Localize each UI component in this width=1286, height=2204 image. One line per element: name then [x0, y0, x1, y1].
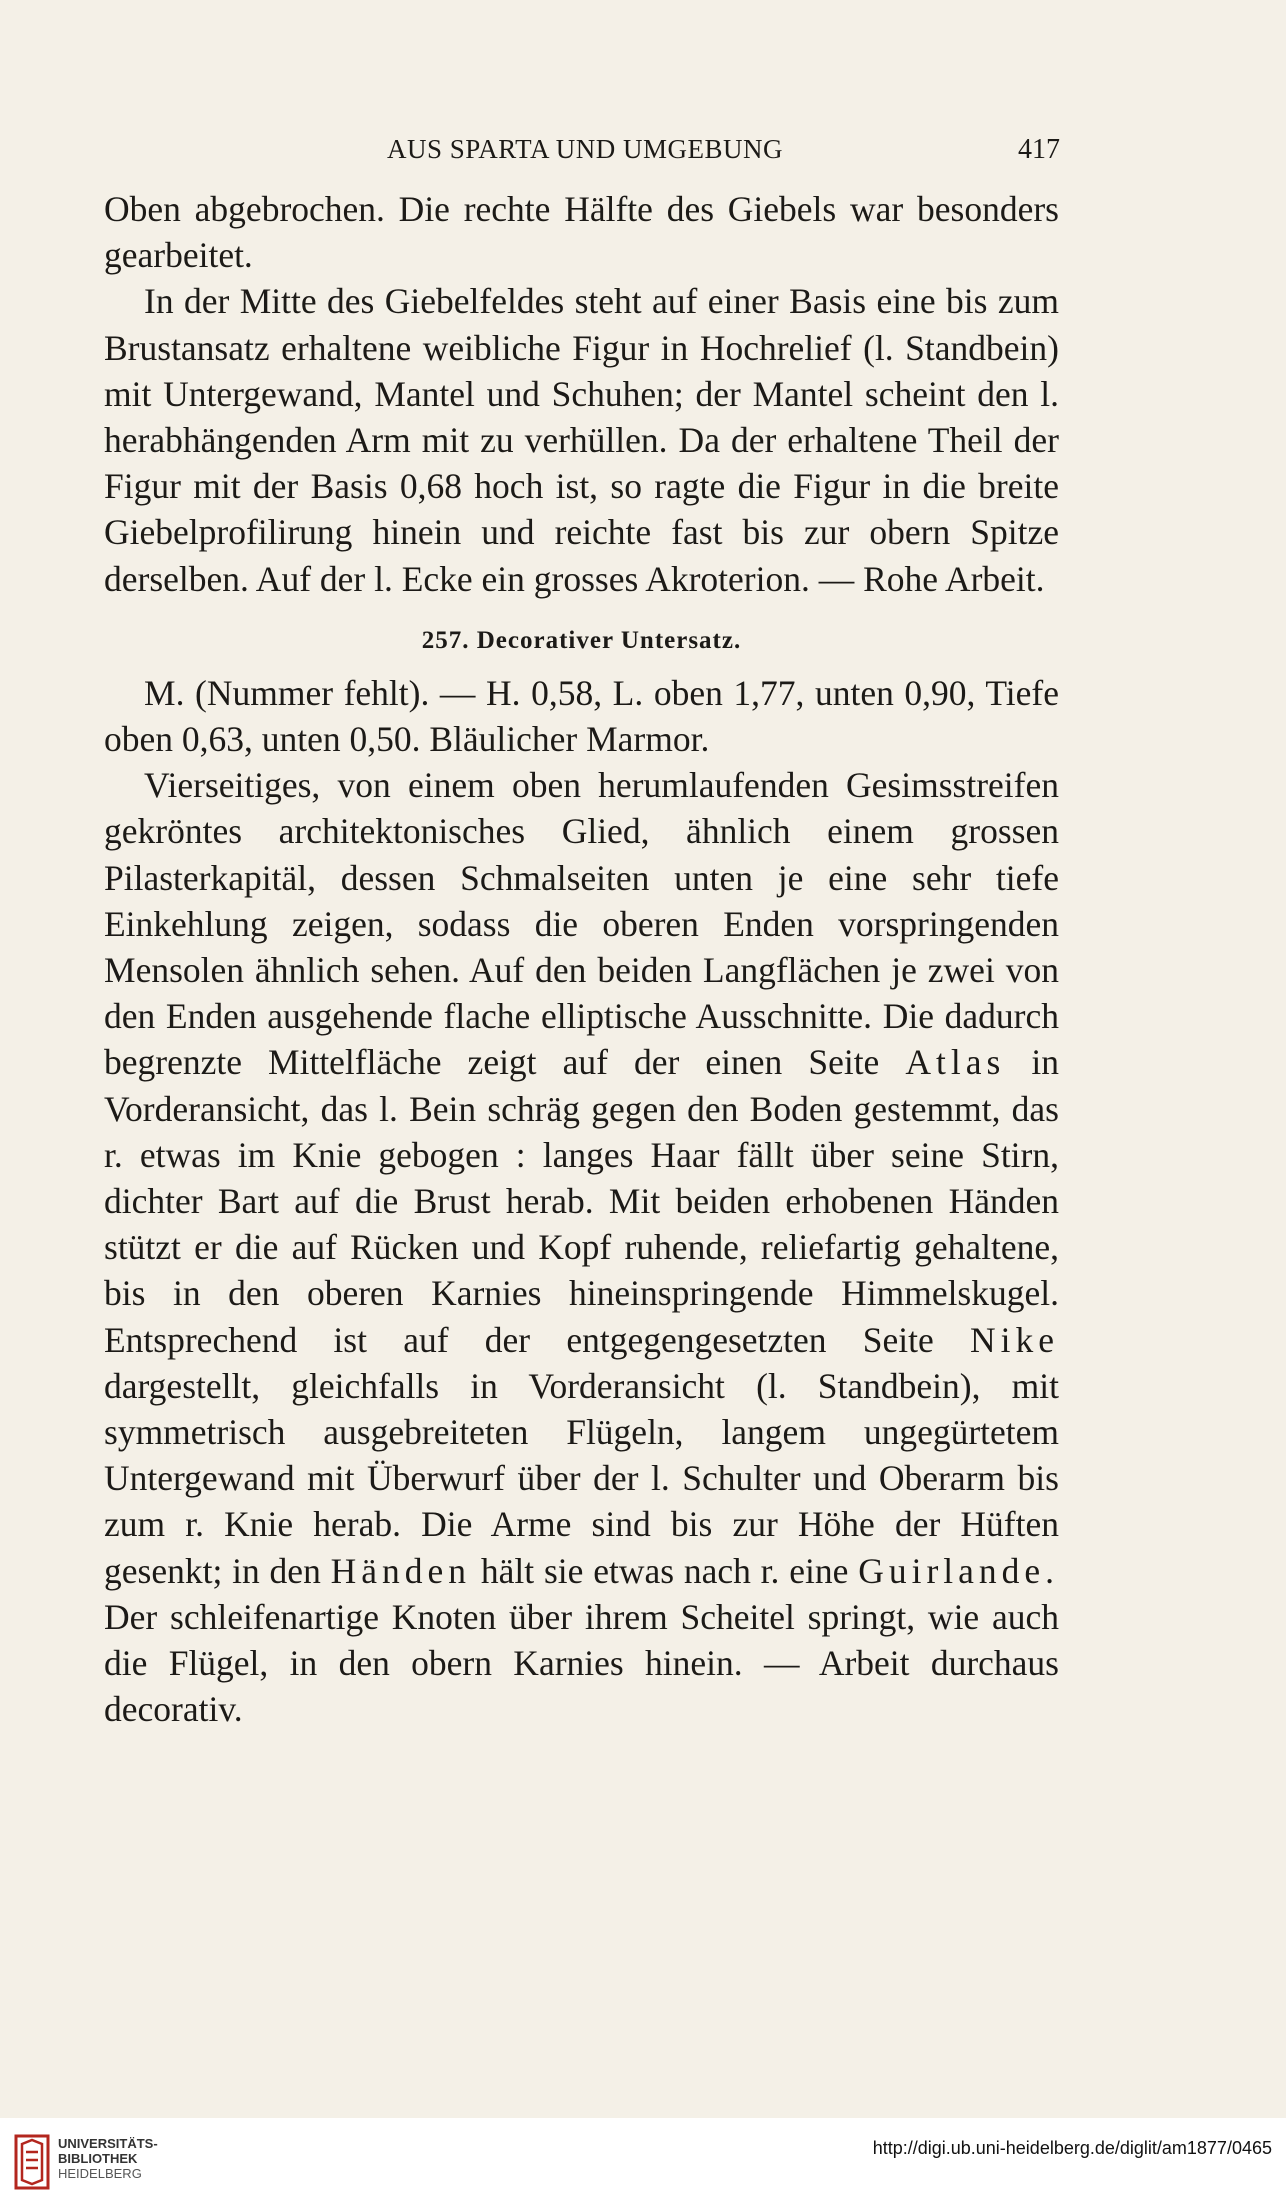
paragraph-measurements: M. (Nummer fehlt). — H. 0,58, L. oben 1,77, unten 0,90, Tiefe oben 0,63, unten 0,50. Bläulicher Marmor. [104, 672, 1059, 760]
paragraph-giebelfeld: In der Mitte des Giebelfeldes steht auf einer Basis eine bis zum Brustansatz erhaltene weibliche Figur in Hochrelief (l. Standbein) mit Untergewand, Mantel und Schuhen; der Mantel scheint den l. herabhängenden Arm mit zu verhüllen. Da der erhaltene Theil der Figur mit der Basis 0,68 hoch ist, so ragte die Figur in die breite Giebelprofilirung hinein und reichte fast bis zur obern Spitze derselben. Auf der l. Ecke ein grosses Akroterion. — Rohe Arbeit. [104, 281, 1059, 599]
paragraph-description [104, 762, 1059, 1732]
description-part-b: in Vorderansicht, das l. Bein schräg gegen den Boden gestemmt, das r. etwas im Knie gebogen : langes Haar fällt über seine Stirn, dichter Bart auf die Brust herab. Mit beiden erhobenen Händen stützt er die auf Rücken und Kopf ruhende, reliefartig gehaltene, bis in den oberen Karnies hineinspringende Himmelskugel. Entsprechend ist auf der entgegengesetzten Seite [104, 1042, 1059, 1360]
body-text [104, 186, 1059, 1733]
haenden-term: Händen [330, 1550, 472, 1591]
page-number: 417 [1018, 134, 1060, 165]
description-part-d: hält sie etwas nach r. eine [480, 1550, 849, 1591]
nike-term: Nike [969, 1319, 1059, 1360]
library-logo-icon [14, 2134, 50, 2190]
digitization-footer [0, 2118, 1286, 2204]
description-part-e: Der schleifenartige Knoten über ihrem Scheitel springt, wie auch die Flügel, in den obern Karnies hinein. — Arbeit durchaus decorativ. [104, 1596, 1059, 1730]
atlas-term: Atlas [905, 1042, 1006, 1083]
guirlande-term: Guirlande. [858, 1550, 1060, 1591]
description-part-c: dargestellt, gleichfalls in Vorderansicht (l. Standbein), mit symmetrisch ausgebreiteten Flügeln, langem ungegürtetem Untergewand mit Überwurf über der l. Schulter und Oberarm bis zum r. Knie herab. Die Arme sind bis zur Höhe der Hüften gesenkt; in den [104, 1365, 1059, 1591]
library-name-line1: UNIVERSITÄTS- [58, 2136, 158, 2151]
permalink-url[interactable]: http://digi.ub.uni-heidelberg.de/diglit/am1877/0465 [872, 2138, 1272, 2158]
library-name-line2: BIBLIOTHEK [58, 2151, 138, 2166]
running-title: AUS SPARTA UND UMGEBUNG [386, 134, 784, 164]
library-name [58, 2136, 158, 2181]
section-heading: 257. Decorativer Untersatz. [421, 626, 742, 654]
library-name-line3: HEIDELBERG [58, 2166, 142, 2181]
paragraph-continuation: Oben abgebrochen. Die rechte Hälfte des Giebels war besonders gearbeitet. [104, 189, 1059, 276]
running-head [100, 134, 1070, 174]
description-part-a: Vierseitiges, von einem oben herumlaufenden Gesimsstreifen gekröntes architektonisches Glied, ähnlich einem grossen Pilasterkapitäl, dessen Schmalseiten unten je eine sehr tiefe Einkehlung zeigen, sodass die oberen Enden vorspringenden Mensolen ähnlich sehen. Auf den beiden Langflächen je zwei von den Enden ausgehende flache elliptische Ausschnitte. Die dadurch begrenzte Mittelfläche zeigt auf der einen Seite [104, 765, 1059, 1083]
